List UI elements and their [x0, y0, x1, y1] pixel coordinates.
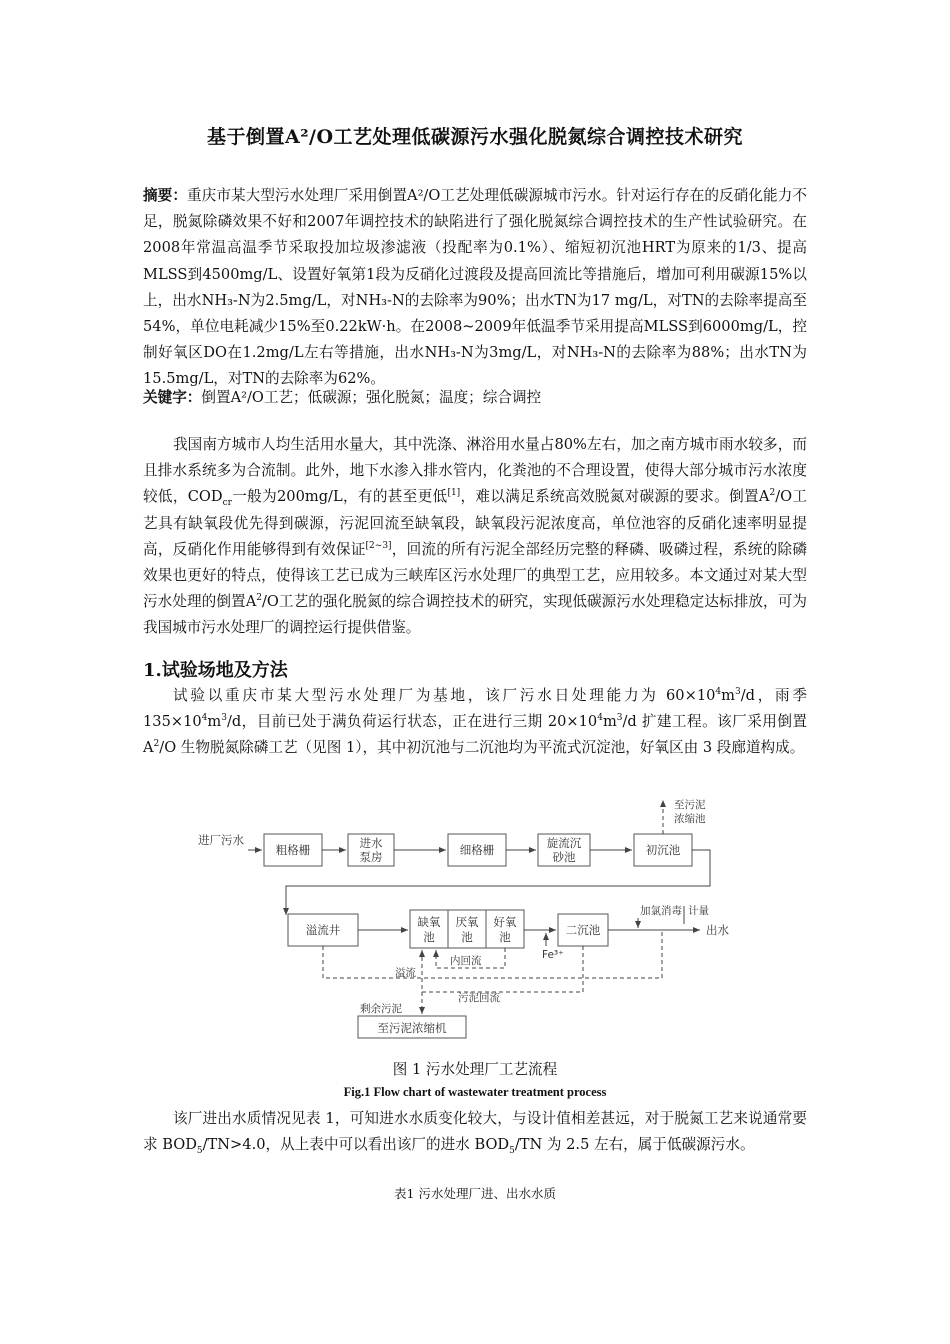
- to-thickener-label-2: 浓缩池: [674, 813, 706, 825]
- cont-text: /TN>4.0，从上表中可以看出该厂的进水 BOD: [202, 1136, 510, 1154]
- primary-clarifier-label: 初沉池: [645, 843, 681, 857]
- subscript: 5: [196, 1146, 203, 1157]
- figure-caption-en: Fig.1 Flow chart of wastewater treatment process: [343, 1085, 607, 1099]
- reference-1[interactable]: [1]: [447, 488, 461, 499]
- fe-dosing-label: Fe³⁺: [542, 949, 564, 961]
- pump-label-1: 进水: [359, 836, 383, 850]
- s1-text: m: [721, 687, 735, 704]
- intro-text-5: ，回流的所有污泥全部经历完整的释磷、吸磷过程，系统的除磷效果也更好的特点，使得该工艺已成为三峡库区污水处理厂的典型工艺，应用较多。本文通过对某大型污水处理的倒置A: [143, 540, 807, 611]
- aerobic-label-1: 好氧: [493, 915, 517, 929]
- section1-continuation: [143, 1106, 807, 1158]
- subscript: 5: [509, 1146, 515, 1157]
- chlorine-label: 加氯消毒: [640, 905, 682, 917]
- anoxic-label-2: 池: [423, 930, 435, 944]
- reference-2-3[interactable]: [2~3]: [365, 540, 392, 551]
- abstract-label: 摘要：: [143, 187, 188, 204]
- aerobic-tank-box: [486, 910, 524, 948]
- process-flow-figure: [190, 796, 760, 1041]
- inlet-label: 进厂污水: [198, 833, 244, 847]
- keywords-text: 倒置A²/O工艺；低碳源；强化脱氮；温度；综合调控: [201, 389, 542, 406]
- to-thickener-label-1: 至污泥: [674, 799, 706, 811]
- abstract-text: 重庆市某大型污水处理厂采用倒置A²/O工艺处理低碳源城市污水。针对运行存在的反硝化能力不足，脱氮除磷效果不好和2007年调控技术的缺陷进行了强化脱氮综合调控技术的生产性试验研究。在2008年常温高温季节采取投加垃圾渗滤液（投配率为0.1%）、缩短初沉池HRT为原来的1/3、提高MLSS到4500mg/L、设置好氧第1段为反硝化过渡段及提高回流比等措施后，增加可利用碳源15%以上，出水NH₃-N为2.5mg/L，对NH₃-N的去除率为90%；出水TN为17 mg/L，对TN的去除率提高至54%，单位电耗减少15%至0.22kW·h。在2008~2009年低温季节采用提高MLSS到6000mg/L，控制好氧区DO在1.2mg/L左右等措施，出水NH₃-N为3mg/L，对NH₃-N的去除率为88%；出水TN为15.5mg/L，对TN的去除率为62%。: [143, 187, 807, 388]
- anoxic-tank-box: [410, 910, 448, 948]
- aerobic-label-2: 池: [499, 930, 511, 944]
- coarse-screen-label: 粗格栅: [275, 843, 311, 857]
- secondary-clarifier-box: [558, 914, 608, 946]
- anoxic-label-1: 缺氧: [417, 915, 441, 929]
- keywords-label: 关键字：: [143, 389, 202, 406]
- s1-text: /d，雨季135×10: [143, 687, 807, 731]
- abstract: [143, 183, 807, 393]
- s1-text: /O 生物脱氮除磷工艺（见图 1），其中初沉池与二沉池均为平流式沉淀池，好氧区由 3 段廊道构成。: [159, 739, 805, 757]
- primary-clarifier-box: [634, 834, 692, 866]
- pump-house-box: [348, 834, 394, 866]
- s1-text: /d，目前已处于满负荷运行状态，正在进行三期 20×10: [226, 713, 598, 731]
- sludge-return-label: 污泥回流: [458, 992, 500, 1004]
- section1-paragraph: [143, 683, 807, 762]
- anaerobic-label-2: 池: [461, 930, 473, 944]
- intro-paragraph: [143, 432, 807, 642]
- outlet-label: 出水: [706, 923, 729, 937]
- fine-screen-label: 细格栅: [459, 843, 495, 857]
- grit-chamber-box: [538, 834, 590, 866]
- metering-label: 计量: [688, 905, 709, 917]
- intro-text-1: 我国南方城市人均生活用水量大，其中洗涤、淋浴用水量占80%左右，加之南方城市雨水较多，而且排水系统多为合流制。此外，地下水渗入排水管内，化粪池的不合理设置，使得大部分城市污水浓度较低，COD: [143, 436, 807, 506]
- secondary-clarifier-label: 二沉池: [565, 923, 601, 937]
- superscript: 3: [221, 713, 227, 724]
- superscript: 2: [153, 739, 160, 750]
- s1-text: m: [602, 713, 617, 731]
- overflow-well-box: [288, 914, 358, 946]
- s1-text: 试验以重庆市某大型污水处理厂为基地，该厂污水日处理能力为 60×10: [173, 687, 716, 704]
- grit-label-2: 砂池: [552, 850, 576, 864]
- sludge-thickener-box: [358, 1016, 466, 1038]
- cont-text: 该厂进出水质情况见表 1，可知进水水质变化较大，与设计值相差甚远，对于脱氮工艺来说通常要求 BOD: [143, 1110, 807, 1154]
- intro-text-2: 一般为200mg/L，有的甚至更低: [231, 488, 448, 506]
- intro-text-6: /O工艺的强化脱氮的综合调控技术的研究，实现低碳源污水处理稳定达标排放，可为我国城市污水处理厂的调控运行提供借鉴。: [143, 593, 807, 637]
- overflow-well-label: 溢流井: [305, 923, 341, 937]
- internal-return-label: 内回流: [450, 955, 482, 967]
- grit-label-1: 旋流沉: [546, 836, 582, 850]
- superscript: 3: [734, 687, 741, 698]
- intro-text-4: /O工艺具有缺氧段优先得到碳源，污泥回流至缺氧段，缺氧段污泥浓度高，单位池容的反硝化速率明显提高，反硝化作用能够得到有效保证: [143, 488, 807, 558]
- table-caption: 表1 污水处理厂进、出水水质: [394, 1186, 556, 1201]
- pump-label-2: 泵房: [359, 850, 383, 864]
- s1-text: m: [207, 713, 222, 731]
- figure-caption-cn: 图 1 污水处理厂工艺流程: [392, 1061, 558, 1078]
- superscript: 4: [715, 687, 722, 698]
- superscript: 4: [597, 713, 603, 724]
- overflow-label: 溢流: [395, 967, 416, 979]
- cod-subscript: cr: [222, 498, 232, 509]
- excess-sludge-label: 剩余污泥: [360, 1003, 402, 1015]
- keywords: [143, 385, 807, 411]
- superscript: 4: [201, 713, 208, 724]
- superscript: 3: [616, 713, 623, 724]
- superscript: 2: [769, 488, 776, 499]
- section-heading: 1.试验场地及方法: [143, 660, 288, 681]
- paper-title: 基于倒置A²/O工艺处理低碳源污水强化脱氮综合调控技术研究: [206, 126, 744, 148]
- intro-text-3: ，难以满足系统高效脱氮对碳源的要求。倒置A: [460, 488, 770, 506]
- s1-text: /d 扩建工程。该厂采用倒置 A: [143, 713, 807, 757]
- anaerobic-tank-box: [448, 910, 486, 948]
- to-thickener-machine-label: 至污泥浓缩机: [377, 1021, 447, 1035]
- superscript: 2: [256, 593, 262, 604]
- cont-text: /TN 为 2.5 左右，属于低碳源污水。: [514, 1136, 755, 1154]
- anaerobic-label-1: 厌氧: [455, 915, 479, 929]
- fine-screen-box: [448, 834, 506, 866]
- coarse-screen-box: [264, 834, 322, 866]
